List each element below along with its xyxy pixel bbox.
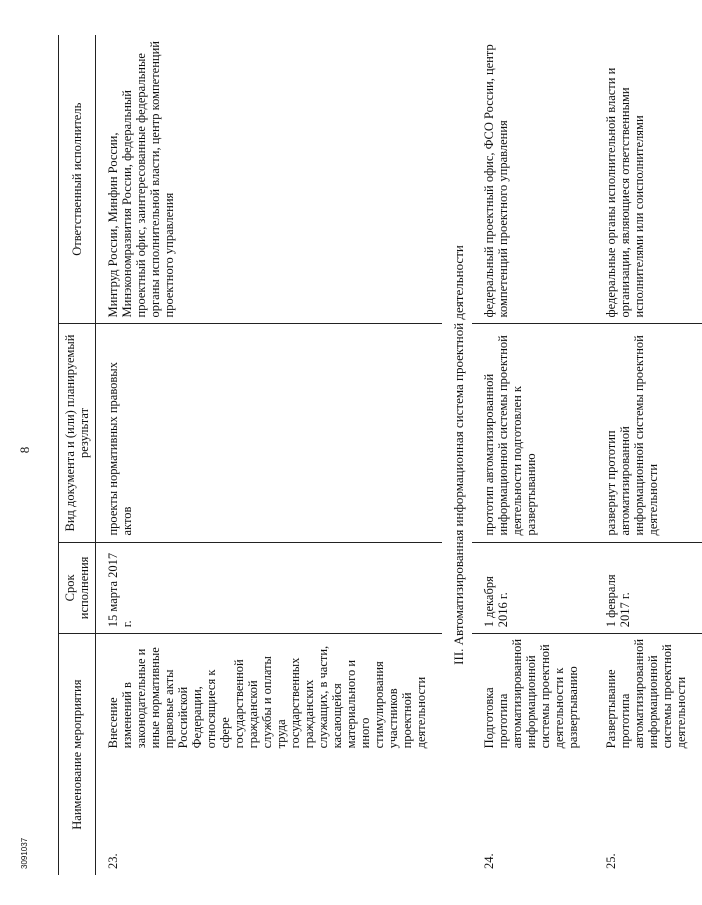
row-number: 24. xyxy=(482,853,496,869)
row-resp: Минтруд России, Минфин России, Минэкономразвития России, федеральный проектный офис, заинтересованные федеральные органы исполнительной власти, центр компетенций проектного управления xyxy=(96,35,443,324)
row-resp: федеральный проектный офис, ФСО России, центр компетенций проектного управления xyxy=(472,35,594,324)
header-doc: Вид документа и (или) планируемый результат xyxy=(59,324,96,542)
table-row xyxy=(472,35,594,875)
document-id: 3091037 xyxy=(20,837,29,869)
header-row xyxy=(59,35,96,875)
header-resp: Ответственный исполнитель xyxy=(59,35,96,324)
table-row xyxy=(594,35,702,875)
row-term: 1 февраля 2017 г. xyxy=(594,542,702,634)
row-name: Внесение изменений в законодательные и иные нормативные правовые акты Российской Федерации, относящиеся к сфере государственной гражданской службы и оплаты труда государственных гражданских служащих, в части, касающейся материального и иного стимулирования участников проектной деятельности xyxy=(106,645,428,749)
header-term: Срок исполнения xyxy=(59,542,96,634)
section-row xyxy=(442,35,472,875)
header-name: Наименование мероприятия xyxy=(59,634,96,875)
section-title: III. Автоматизированная информационная система проектной деятельности xyxy=(451,245,466,665)
row-number: 25. xyxy=(604,853,618,869)
row-doc: развернут прототип автоматизированной информационной системы проектной деятельности xyxy=(594,324,702,542)
table-row xyxy=(96,35,443,875)
row-doc: проекты нормативных правовых актов xyxy=(96,324,443,542)
row-name: Подготовка прототипа автоматизированной информационной системы проектной деятельности к развертыванию xyxy=(482,638,580,749)
row-number: 23. xyxy=(106,853,120,869)
row-resp: федеральные органы исполнительной власти и организации, являющиеся ответственными исполнителями или соисполнителями xyxy=(594,35,702,324)
row-term: 15 марта 2017 г. xyxy=(96,542,443,634)
measures-table xyxy=(58,35,702,875)
row-name: Развертывание прототипа автоматизированной информационной системы проектной деятельности xyxy=(604,638,688,749)
page-number: 8 xyxy=(17,446,32,454)
rotated-table-area xyxy=(17,35,688,875)
row-doc: прототип автоматизированной информационной системы проектной деятельности подготовлен к развертыванию xyxy=(472,324,594,542)
row-term: 1 декабря 2016 г. xyxy=(472,542,594,634)
